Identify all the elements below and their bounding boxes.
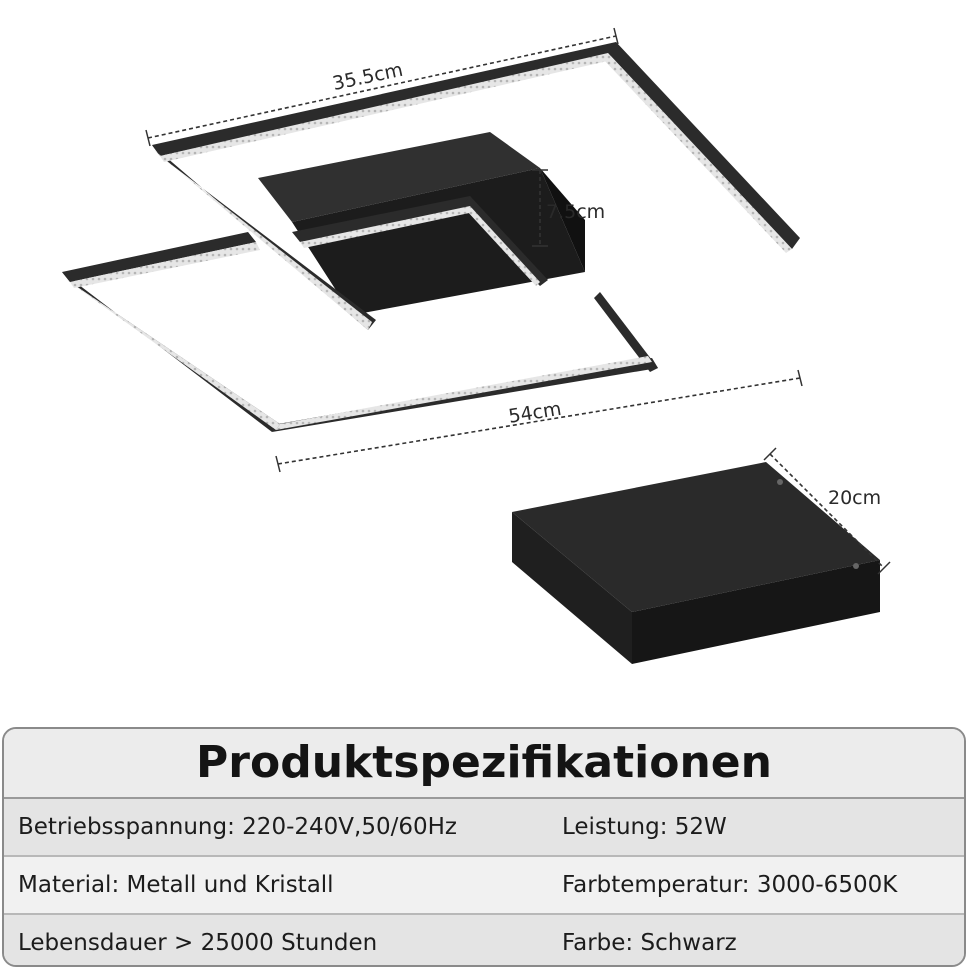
spec-color: Farbe: Schwarz bbox=[562, 930, 737, 956]
dim-bottom-width-label: 54cm bbox=[506, 397, 563, 428]
spec-power: Leistung: 52W bbox=[562, 814, 727, 840]
canopy-box bbox=[258, 132, 585, 315]
dim-height-label: 7.5cm bbox=[546, 201, 606, 223]
spec-row bbox=[4, 915, 964, 967]
base-plate bbox=[512, 462, 880, 664]
spec-row bbox=[4, 799, 964, 857]
spec-material: Material: Metall und Kristall bbox=[18, 872, 334, 898]
specifications-title: Produktspezifikationen bbox=[4, 729, 964, 799]
dim-base-width-label: 20cm bbox=[828, 487, 882, 509]
spec-lifetime: Lebensdauer > 25000 Stunden bbox=[18, 930, 378, 956]
dim-top-width-label: 35.5cm bbox=[330, 58, 405, 96]
spec-voltage: Betriebsspannung: 220-240V,50/60Hz bbox=[18, 814, 457, 840]
spec-color-temperature: Farbtemperatur: 3000-6500K bbox=[562, 872, 898, 898]
dimension-top-width bbox=[146, 28, 618, 146]
spec-row bbox=[4, 857, 964, 915]
specifications-table bbox=[2, 727, 966, 967]
